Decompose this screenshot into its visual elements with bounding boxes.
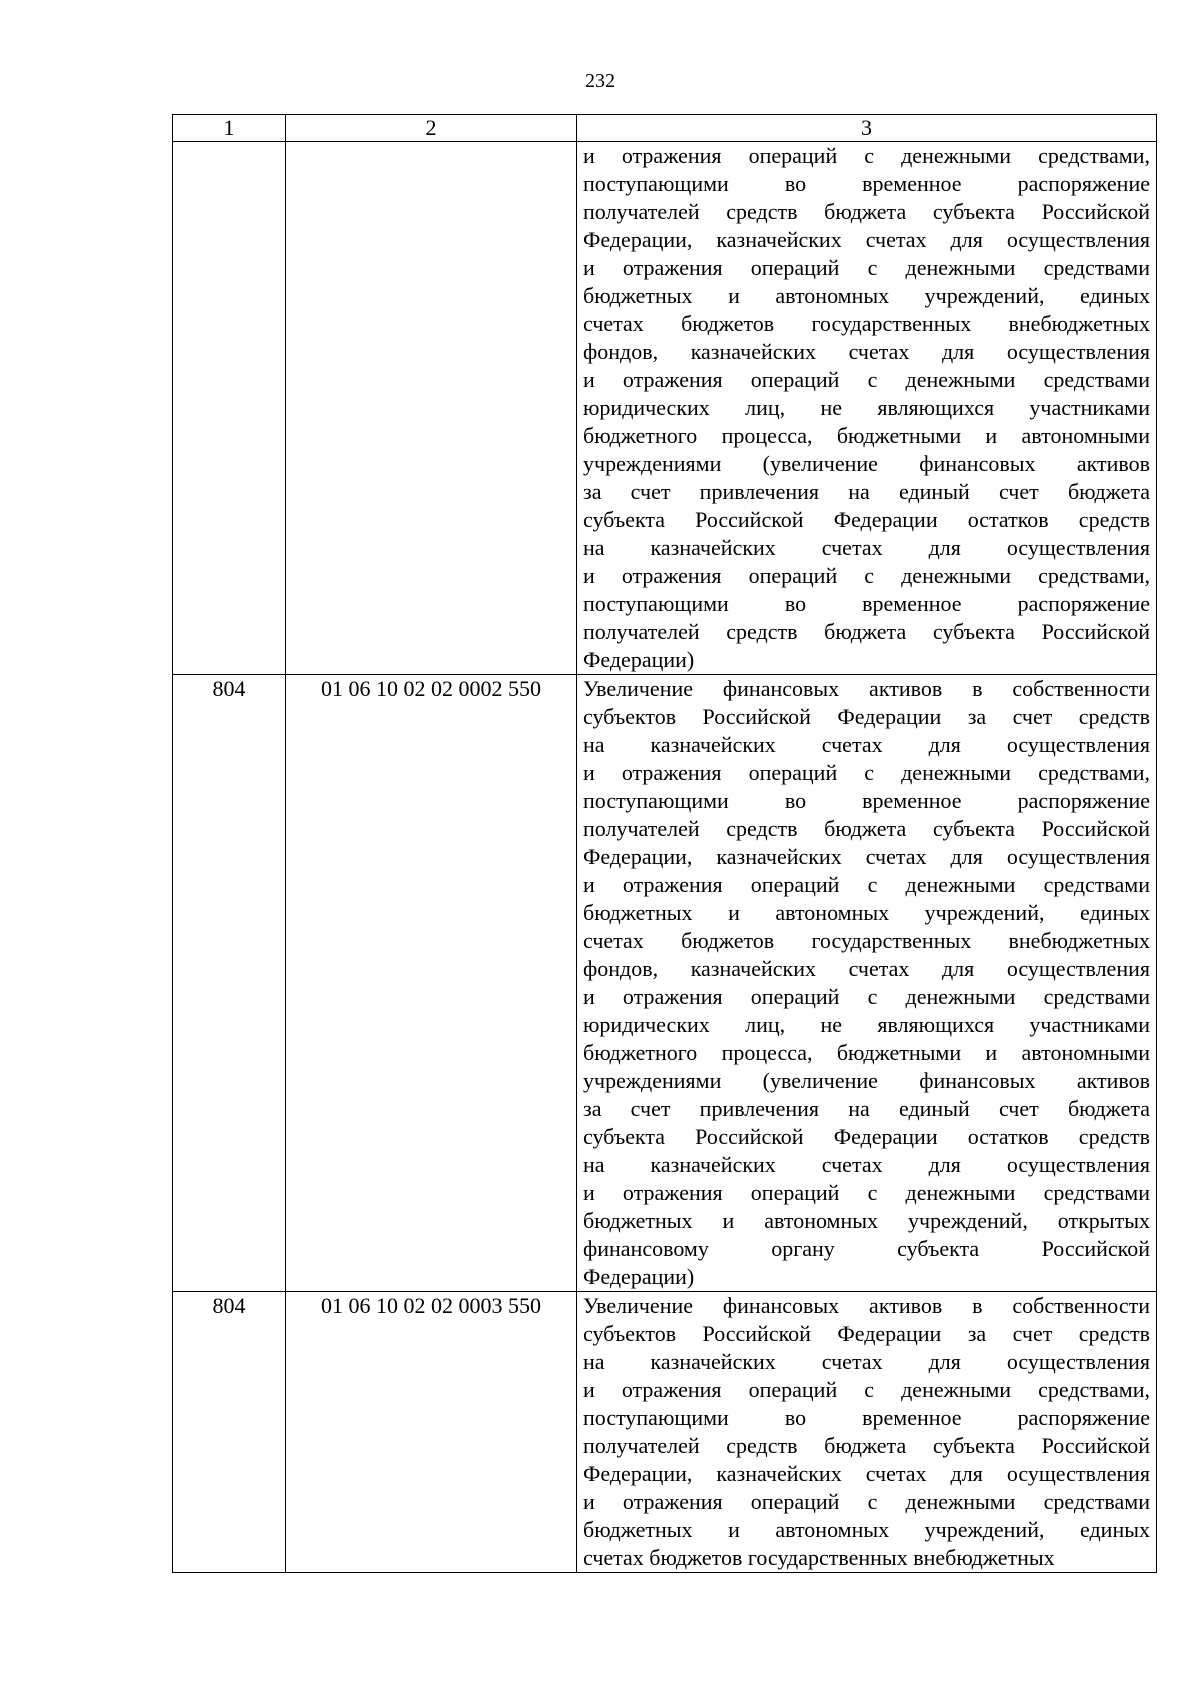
- description-line: за счет привлечения на единый счет бюджета: [583, 1096, 1150, 1121]
- description-line: счетах бюджетов государственных внебюджетных: [583, 928, 1150, 953]
- description-line: и отражения операций с денежными средствами: [583, 984, 1150, 1009]
- description-line: бюджетных и автономных учреждений, единых: [583, 1517, 1150, 1542]
- description-line: бюджетных и автономных учреждений, открытых: [583, 1208, 1150, 1233]
- description-line: субъектов Российской Федерации за счет средств: [583, 704, 1150, 729]
- description-line: получателей средств бюджета субъекта Российской: [583, 619, 1150, 644]
- description-line: поступающими во временное распоряжение: [583, 171, 1150, 196]
- classification-code-cell: 01 06 10 02 02 0002 550: [286, 675, 577, 1292]
- description-line: счетах бюджетов государственных внебюджетных: [583, 311, 1150, 336]
- description-line: и отражения операций с денежными средствами,: [583, 1377, 1150, 1402]
- description-line: и отражения операций с денежными средствами: [583, 1180, 1150, 1205]
- admin-code-cell: 804: [173, 675, 286, 1292]
- description-line: Увеличение финансовых активов в собственности: [583, 676, 1150, 701]
- description-line: фондов, казначейских счетах для осуществления: [583, 339, 1150, 364]
- table-row: [173, 1292, 1157, 1573]
- description-line: и отражения операций с денежными средствами: [583, 872, 1150, 897]
- description-line: юридических лиц, не являющихся участниками: [583, 395, 1150, 420]
- admin-code-cell: 804: [173, 1292, 286, 1573]
- description-line: Федерации): [583, 1264, 695, 1289]
- description-line: поступающими во временное распоряжение: [583, 1405, 1150, 1430]
- description-line: Федерации, казначейских счетах для осуществления: [583, 1461, 1150, 1486]
- table-row: [173, 675, 1157, 1292]
- description-line: на казначейских счетах для осуществления: [583, 1349, 1150, 1374]
- description-line: Федерации, казначейских счетах для осуществления: [583, 844, 1150, 869]
- description-line: юридических лиц, не являющихся участниками: [583, 1012, 1150, 1037]
- description-line: и отражения операций с денежными средствами,: [583, 563, 1150, 588]
- table-header-row: [173, 115, 1157, 142]
- column-header-1: 1: [173, 115, 286, 142]
- description-line: субъекта Российской Федерации остатков средств: [583, 507, 1150, 532]
- description-line: финансовому органу субъекта Российской: [583, 1236, 1150, 1261]
- description-line: Федерации): [583, 647, 695, 672]
- description-line: бюджетного процесса, бюджетными и автономными: [583, 1040, 1150, 1065]
- description-cell: [577, 142, 1157, 675]
- description-line: субъекта Российской Федерации остатков средств: [583, 1124, 1150, 1149]
- description-cell: [577, 1292, 1157, 1573]
- description-line: и отражения операций с денежными средствами: [583, 1489, 1150, 1514]
- budget-classification-table: [172, 114, 1157, 1573]
- description-line: Увеличение финансовых активов в собственности: [583, 1293, 1150, 1318]
- description-line: получателей средств бюджета субъекта Российской: [583, 816, 1150, 841]
- admin-code-cell: [173, 142, 286, 675]
- description-line: бюджетных и автономных учреждений, единых: [583, 900, 1150, 925]
- description-line: получателей средств бюджета субъекта Российской: [583, 1433, 1150, 1458]
- classification-code-cell: [286, 142, 577, 675]
- description-line: Федерации, казначейских счетах для осуществления: [583, 227, 1150, 252]
- column-header-2: 2: [286, 115, 577, 142]
- description-line: на казначейских счетах для осуществления: [583, 732, 1150, 757]
- description-line: и отражения операций с денежными средствами: [583, 367, 1150, 392]
- description-line: за счет привлечения на единый счет бюджета: [583, 479, 1150, 504]
- table-row: [173, 142, 1157, 675]
- description-line: бюджетных и автономных учреждений, единых: [583, 283, 1150, 308]
- classification-code-cell: 01 06 10 02 02 0003 550: [286, 1292, 577, 1573]
- page-number: 232: [585, 70, 615, 92]
- description-line: и отражения операций с денежными средствами,: [583, 760, 1150, 785]
- column-header-3: 3: [577, 115, 1157, 142]
- description-line: учреждениями (увеличение финансовых активов: [583, 1068, 1150, 1093]
- description-line: счетах бюджетов государственных внебюджетных: [583, 1545, 1055, 1570]
- description-line: на казначейских счетах для осуществления: [583, 535, 1150, 560]
- description-line: на казначейских счетах для осуществления: [583, 1152, 1150, 1177]
- description-line: поступающими во временное распоряжение: [583, 591, 1150, 616]
- description-line: и отражения операций с денежными средствами,: [583, 143, 1150, 168]
- description-line: бюджетного процесса, бюджетными и автономными: [583, 423, 1150, 448]
- description-line: и отражения операций с денежными средствами: [583, 255, 1150, 280]
- description-line: фондов, казначейских счетах для осуществления: [583, 956, 1150, 981]
- description-line: субъектов Российской Федерации за счет средств: [583, 1321, 1150, 1346]
- description-cell: [577, 675, 1157, 1292]
- description-line: получателей средств бюджета субъекта Российской: [583, 199, 1150, 224]
- description-line: учреждениями (увеличение финансовых активов: [583, 451, 1150, 476]
- table-body: [173, 142, 1157, 1573]
- description-line: поступающими во временное распоряжение: [583, 788, 1150, 813]
